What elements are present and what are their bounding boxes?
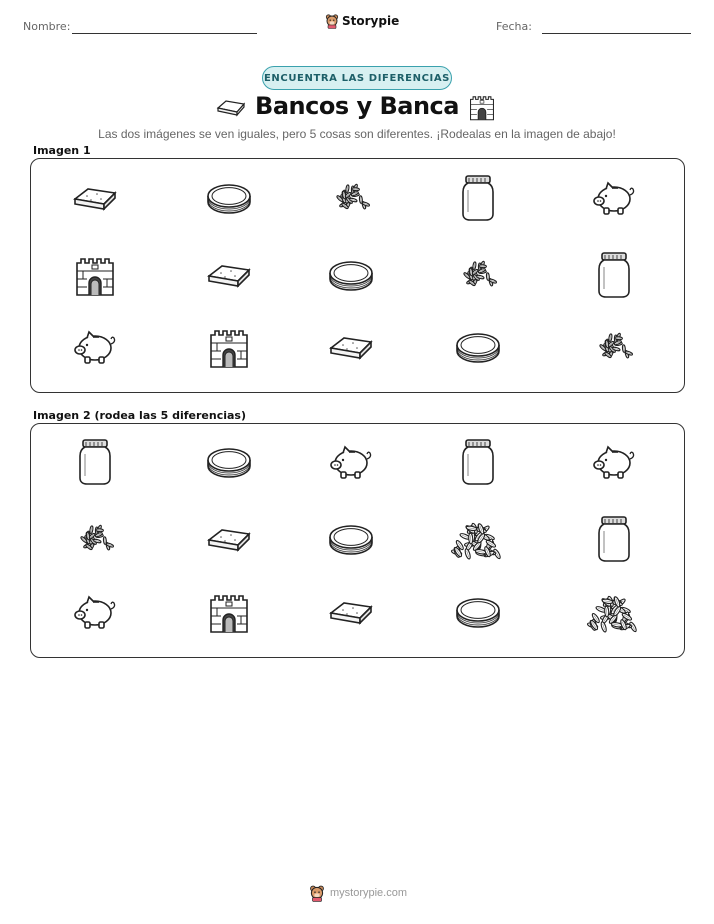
bear-mascot-icon	[325, 13, 339, 29]
seeds-pile-large-icon[interactable]	[582, 589, 646, 635]
coin-icon	[454, 327, 502, 367]
piggy-bank-icon[interactable]	[71, 591, 119, 633]
coin-icon[interactable]	[205, 442, 253, 482]
coin-icon[interactable]	[327, 519, 375, 559]
image1-label: Imagen 1	[33, 144, 91, 157]
gold-bar-icon	[215, 96, 247, 118]
page-title: Bancos y Banca	[255, 92, 459, 120]
brand-name: Storypie	[342, 14, 400, 28]
gold-bar-icon[interactable]	[327, 596, 375, 628]
seeds-pile-icon[interactable]	[72, 522, 118, 556]
piggy-bank-icon[interactable]	[590, 441, 638, 483]
castle-icon	[207, 325, 251, 369]
jar-icon	[596, 251, 632, 299]
piggy-bank-icon	[590, 177, 638, 219]
gold-bar-icon	[71, 182, 119, 214]
castle-icon[interactable]	[207, 590, 251, 634]
coin-icon	[205, 178, 253, 218]
coin-icon[interactable]	[454, 592, 502, 632]
castle-icon	[73, 253, 117, 297]
gold-bar-icon[interactable]	[205, 523, 253, 555]
jar-icon[interactable]	[596, 515, 632, 563]
footer-site: mystorypie.com	[330, 887, 408, 899]
seeds-pile-large-icon[interactable]	[446, 516, 510, 562]
gold-bar-icon	[205, 259, 253, 291]
castle-icon	[468, 92, 496, 122]
image2-label: Imagen 2 (rodea las 5 diferencias)	[33, 409, 247, 422]
jar-icon	[460, 174, 496, 222]
brand-logo	[325, 13, 399, 29]
piggy-bank-icon	[71, 326, 119, 368]
footer	[309, 884, 407, 902]
date-label: Fecha:	[496, 20, 532, 33]
gold-bar-icon	[327, 331, 375, 363]
jar-icon[interactable]	[460, 438, 496, 486]
date-line[interactable]	[542, 33, 691, 34]
piggy-bank-icon[interactable]	[327, 441, 375, 483]
coin-icon	[327, 255, 375, 295]
seeds-pile-icon	[591, 330, 637, 364]
instructions-text: Las dos imágenes se ven iguales, pero 5 cosas son diferentes. ¡Rodealas en la imagen de abajo!	[98, 127, 616, 141]
bear-mascot-icon	[309, 884, 325, 902]
jar-icon[interactable]	[77, 438, 113, 486]
name-line[interactable]	[72, 33, 257, 34]
activity-badge: ENCUENTRA LAS DIFERENCIAS	[262, 66, 452, 90]
seeds-pile-icon	[328, 181, 374, 215]
seeds-pile-icon	[455, 258, 501, 292]
name-label: Nombre:	[23, 20, 71, 33]
